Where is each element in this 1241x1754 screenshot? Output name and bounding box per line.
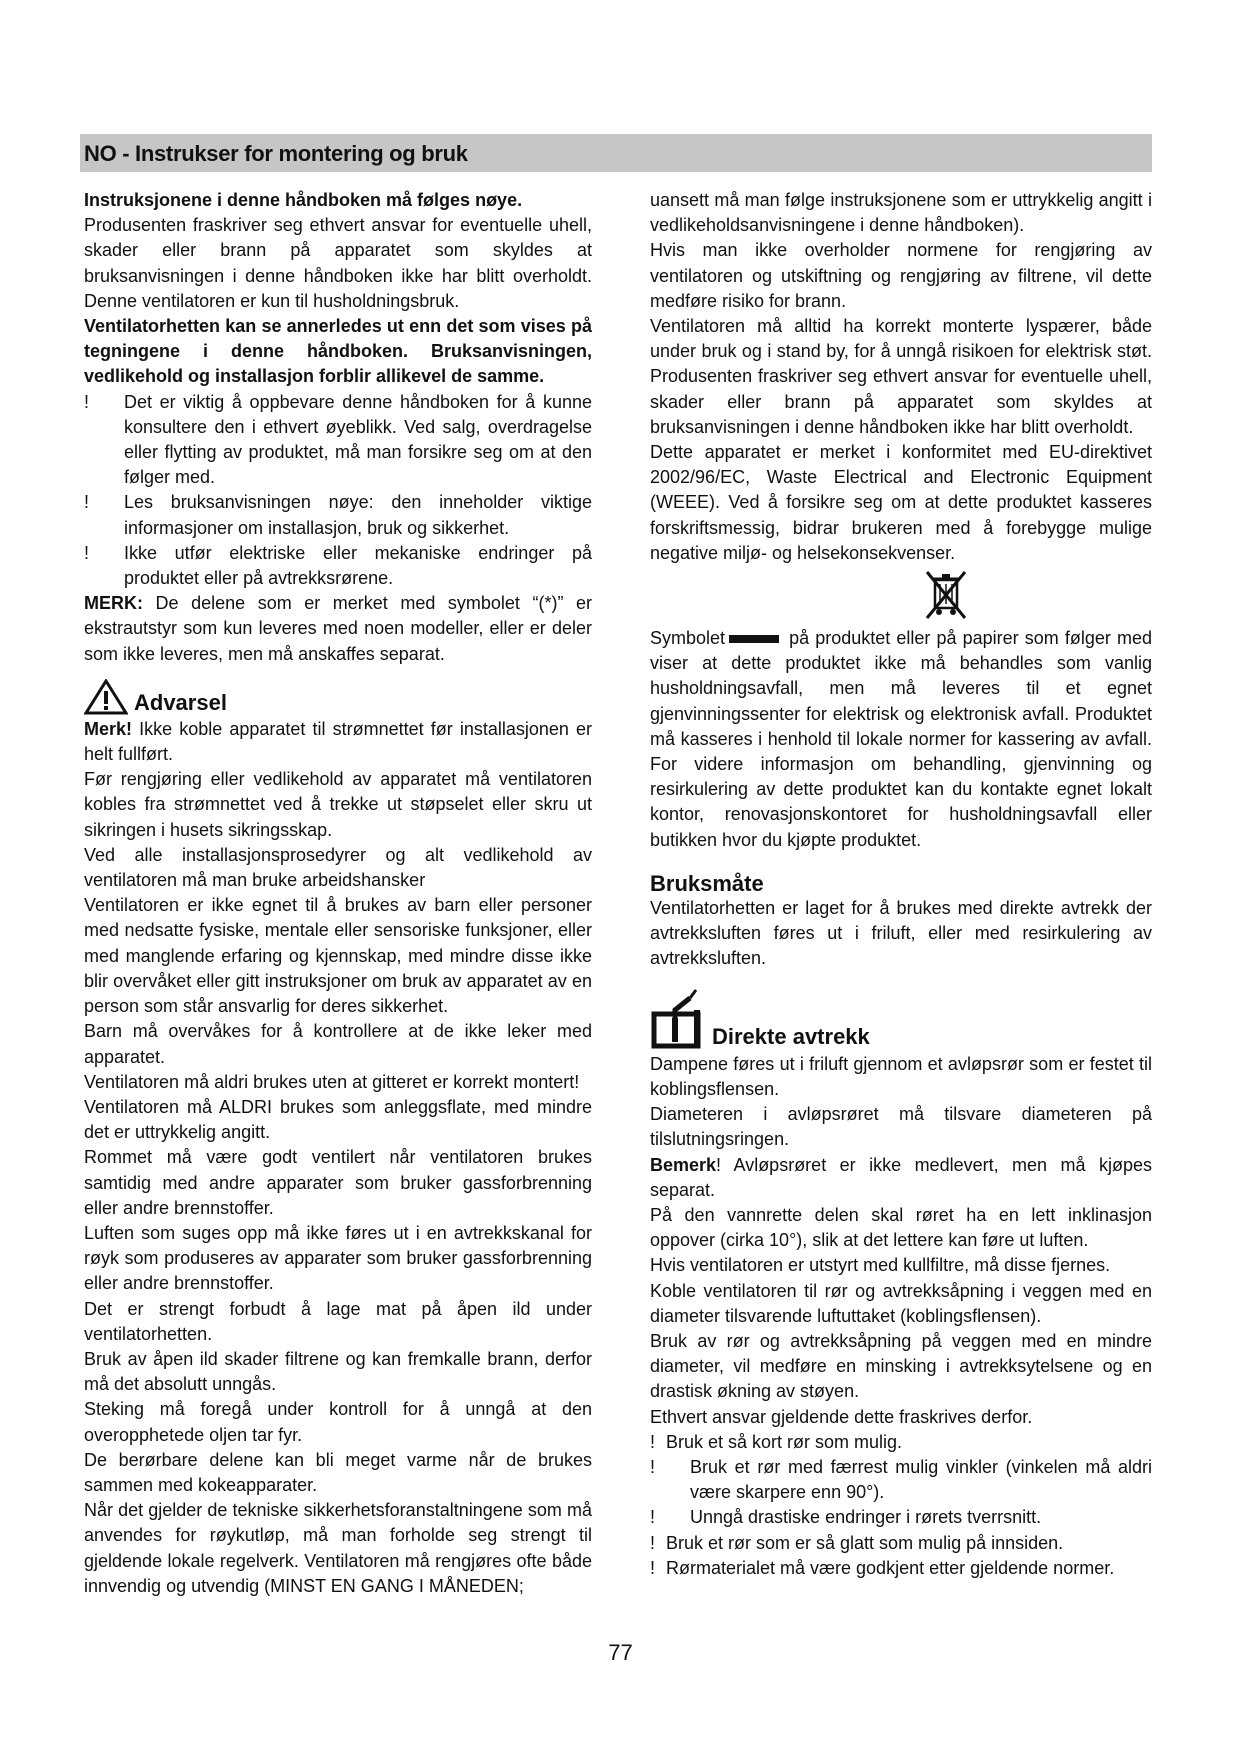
- weee-bar-icon: [729, 635, 779, 643]
- section-title: NO - Instrukser for montering og bruk: [84, 141, 468, 166]
- symbol-paragraph: Symbolet på produktet eller på papirer som følger med viser at dette produktet ikke må behandles som vanlig husholdningsavfall, men må leveres til et egnet gjenvinningssenter for elektrisk og elektronisk avfall. Produktet må kasseres i henhold til lokale normer for kassering av avfall. For videre informasjon om behandling, gjenvinning og resirkulering av dette produktet kan du kontakte egnet lokalt kontor, renovasjonskontoret for husholdningsavfall eller butikken hvor du kjøpte produktet.: [650, 628, 1152, 850]
- list-item: ! Rørmaterialet må være godkjent etter gjeldende normer.: [650, 1557, 1115, 1578]
- left-column: [84, 188, 592, 1599]
- merk2-paragraph: Merk! Ikke koble apparatet til strømnettet før installasjonen er helt fullført.: [84, 718, 592, 765]
- list-item: ! Bruk et så kort rør som mulig.: [650, 1431, 903, 1452]
- paragraph: De berørbare delene kan bli meget varme når de brukes sammen med kokeapparater.: [84, 1449, 592, 1495]
- exclamation-mark: !: [84, 542, 90, 563]
- direkte-heading: Direkte avtrekk: [712, 1024, 870, 1050]
- paragraph: Ventilatorhetten er laget for å brukes med direkte avtrekk der avtrekksluften føres ut i friluft, eller med resirkulering av avtrekksluften.: [650, 898, 1152, 969]
- paragraph: Det er strengt forbudt å lage mat på åpen ild under ventilatorhetten.: [84, 1298, 592, 1344]
- paragraph: Rommet må være godt ventilert når ventilatoren brukes samtidig med andre apparater som bruker gassforbrenning eller andre brennstoffer.: [84, 1147, 592, 1218]
- list-item: ! Det er viktig å oppbevare denne håndboken for å kunne konsultere den i ethvert øyeblikk. Ved salg, overdragelse eller flytting av produktet, må man forsikre seg om at den følger med.: [84, 391, 592, 488]
- paragraph: Hvis man ikke overholder normene for rengjøring av ventilatoren og utskiftning og rengjøring av filtrene, vil dette medføre risiko for brann.: [650, 240, 1152, 311]
- paragraph: Ventilatoren er ikke egnet til å brukes av barn eller personer med nedsatte fysiske, mentale eller sensoriske funksjoner, eller med manglende erfaring og kjennskap, med mindre disse ikke blir overvåket eller gitt instruksjoner om bruk av apparatet av en person som står ansvarlig for deres sikkerhet.: [84, 895, 592, 1017]
- bruksmate-heading: Bruksmåte: [650, 870, 764, 896]
- paragraph: Bruk av rør og avtrekksåpning på veggen med en mindre diameter, vil medføre en minsking i avtrekksytelsene og en drastisk økning av støyen.: [650, 1330, 1152, 1402]
- paragraph: Luften som suges opp må ikke føres ut i en avtrekkskanal for røyk som produseres av apparater som bruker gassforbrenning eller andre brennstoffer.: [84, 1222, 592, 1294]
- merk-paragraph: MERK: De delene som er merket med symbolet “(*)” er ekstrautstyr som kun leveres med noen modeller, eller er deler som ikke leveres, men må anskaffes separat.: [84, 593, 592, 664]
- list-item: ! Bruk et rør med færrest mulig vinkler (vinkelen må aldri være skarpere enn 90°).: [650, 1456, 1152, 1503]
- page-number: 77: [608, 1640, 633, 1665]
- advarsel-heading-row: [84, 679, 592, 715]
- paragraph: Ventilatoren må ALDRI brukes som anleggsflate, med mindre det er uttrykkelig angitt.: [84, 1096, 592, 1143]
- list-item: ! Bruk et rør som er så glatt som mulig på innsiden.: [650, 1532, 1064, 1553]
- paragraph: Bruk av åpen ild skader filtrene og kan fremkalle brann, derfor må det absolutt unngås.: [84, 1348, 592, 1395]
- advarsel-heading: Advarsel: [134, 689, 227, 715]
- exclamation-mark: !: [84, 492, 90, 513]
- intro-text: Produsenten fraskriver seg ethvert ansvar for eventuelle uhell, skader eller brann på apparatet som skyldes at bruksanvisningen i denne håndboken ikke har blitt overholdt. Denne ventilatoren er kun til husholdningsbruk.: [84, 215, 592, 311]
- section-header-bar: [80, 134, 1152, 172]
- weee-symbol-wrap: [650, 568, 1152, 626]
- paragraph: Ventilatoren må alltid ha korrekt monterte lyspærer, både under bruk og i stand by, for å unngå risikoen for elektrisk støt. Produsenten fraskriver seg ethvert ansvar for eventuelle uhell, skader eller brann på apparatet som skyldes at bruksanvisningen i denne håndboken ikke har blitt overholdt.: [650, 316, 1152, 437]
- list-item: ! Les bruksanvisningen nøye: den inneholder viktige informasjoner om installasjon, bruk og sikkerhet.: [84, 492, 592, 538]
- paragraph: Før rengjøring eller vedlikehold av apparatet må ventilatoren kobles fra strømnettet ved å trekke ut støpselet eller skru ut sikringen i husets sikringsskap.: [84, 769, 592, 840]
- paragraph: Ethvert ansvar gjeldende dette fraskrives derfor.: [650, 1406, 1033, 1427]
- paragraph: Koble ventilatoren til rør og avtrekksåpning i veggen med en diameter tilsvarende luftuttaket (koblingsflensen).: [650, 1280, 1152, 1326]
- intro-bold: Instruksjonene i denne håndboken må følges nøye.: [84, 190, 523, 210]
- paragraph: Ventilatoren må aldri brukes uten at gitteret er korrekt montert!: [84, 1071, 580, 1092]
- paragraph: uansett må man følge instruksjonene som er uttrykkelig angitt i vedlikeholdsanvisningene i denne håndboken).: [650, 190, 1152, 236]
- list-item: ! Unngå drastiske endringer i rørets tverrsnitt.: [650, 1507, 1042, 1528]
- paragraph: Diameteren i avløpsrøret må tilsvare diameteren på tilslutningsringen.: [650, 1104, 1152, 1150]
- paragraph: Dampene føres ut i friluft gjennom et avløpsrør som er festet til koblingsflensen.: [650, 1053, 1152, 1099]
- crossed-bin-icon: [923, 568, 969, 622]
- direkte-heading-row: [650, 988, 1152, 1050]
- exclamation-mark: !: [84, 391, 90, 412]
- paragraph: Når det gjelder de tekniske sikkerhetsforanstaltningene som må anvendes for røykutløp, må man forholde seg strengt til gjeldende lokale regelverk. Ventilatoren må rengjøres ofte både innvendig og utvendig (MINST EN GANG I MÅNEDEN;: [84, 1500, 592, 1596]
- bemerk-paragraph: Bemerk! Avløpsrøret er ikke medlevert, men må kjøpes separat.: [650, 1154, 1152, 1200]
- paragraph: Barn må overvåkes for å kontrollere at de ikke leker med apparatet.: [84, 1021, 592, 1067]
- paragraph: Hvis ventilatoren er utstyrt med kullfiltre, må disse fjernes.: [650, 1255, 1111, 1276]
- intro-paragraph: [84, 188, 592, 314]
- list-item: ! Ikke utfør elektriske eller mekaniske endringer på produktet eller på avtrekksrørene.: [84, 542, 592, 589]
- right-column: [650, 188, 1152, 1581]
- disclaimer-bold-paragraph: Ventilatorhetten kan se annerledes ut enn det som vises på tegningene i denne håndboken. Bruksanvisningen, vedlikehold og installasjon forblir allikevel de samme.: [84, 316, 592, 387]
- paragraph: På den vannrette delen skal røret ha en lett inklinasjon oppover (cirka 10°), slik at det lettere kan føre ut luften.: [650, 1204, 1152, 1251]
- paragraph: Steking må foregå under kontroll for å unngå at den overopphetede oljen tar fyr.: [84, 1399, 592, 1445]
- paragraph: Ved alle installasjonsprosedyrer og alt vedlikehold av ventilatoren må man bruke arbeidshansker: [84, 844, 592, 891]
- paragraph: Dette apparatet er merket i konformitet med EU-direktivet 2002/96/EC, Waste Electrical and Electronic Equipment (WEEE). Ved å forsikre seg om at dette produktet kasseres forskriftsmessig, bidrar brukeren med å forebygge mulige negative miljø- og helsekonsekvenser.: [650, 442, 1152, 563]
- direct-exhaust-icon: [650, 988, 708, 1050]
- warning-triangle-icon: [84, 679, 128, 715]
